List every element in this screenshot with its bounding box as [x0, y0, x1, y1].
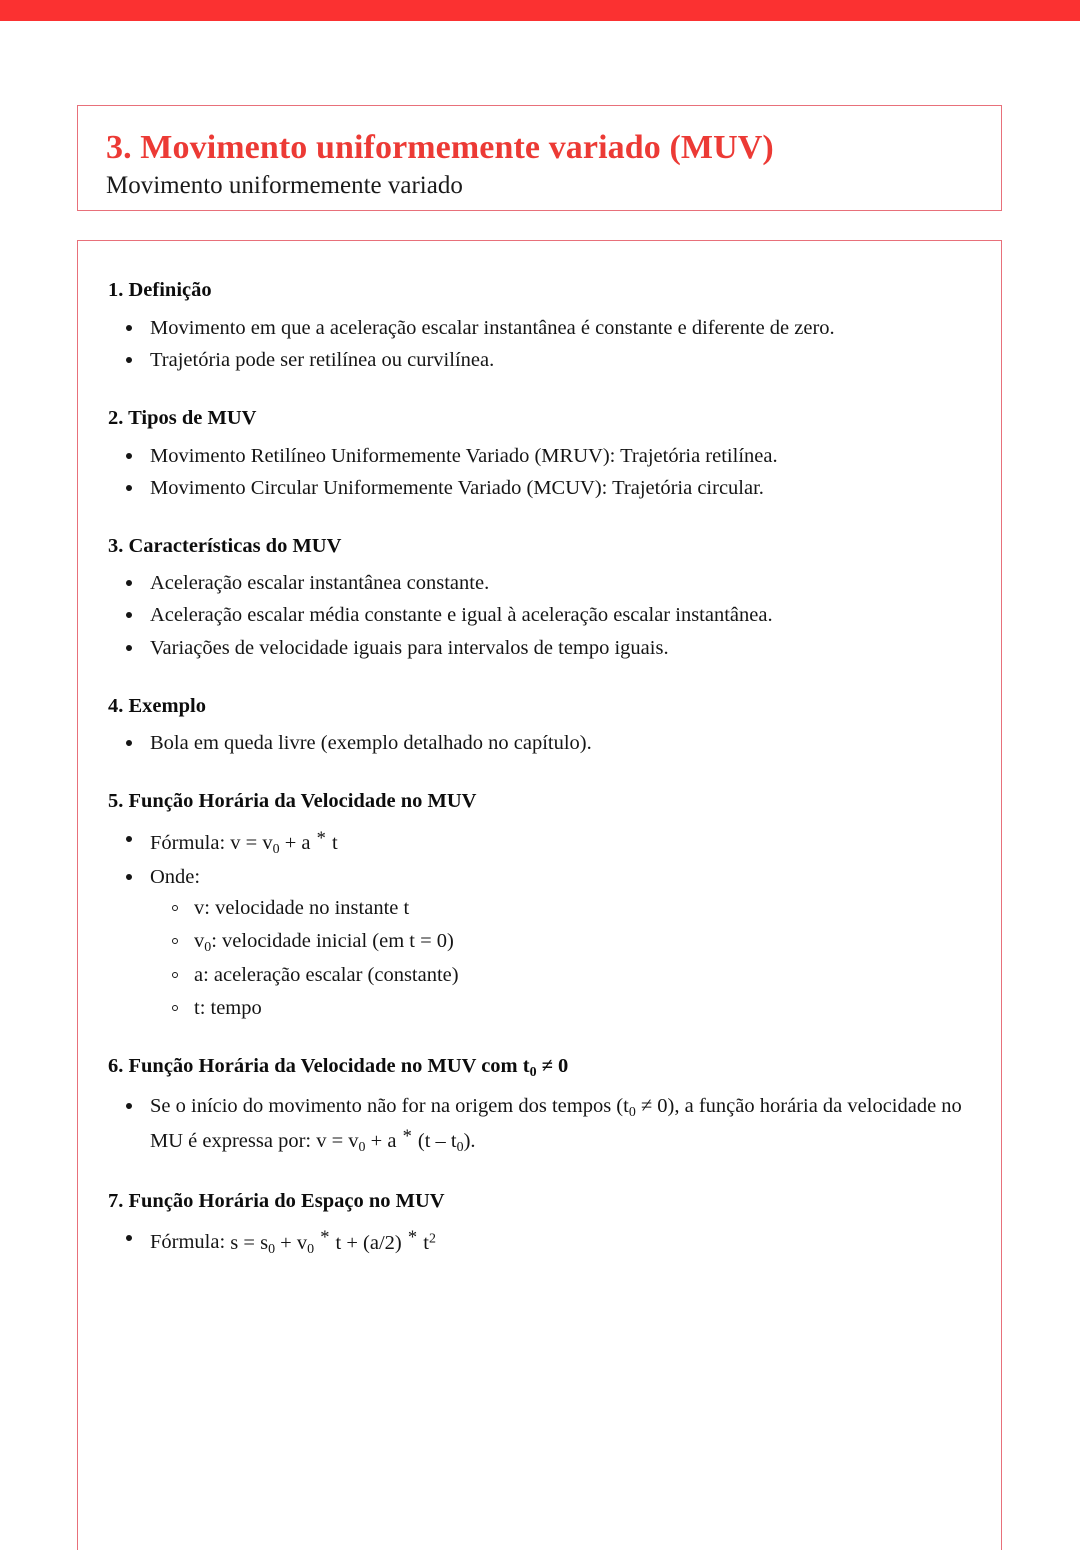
- section-heading: 7. Função Horária do Espaço no MUV: [108, 1189, 445, 1212]
- velocity-formula: $v = v_0 + a * t$: [230, 828, 338, 858]
- sub-list-item: a: aceleração escalar (constante): [150, 961, 965, 991]
- section-heading: 4. Exemplo: [108, 694, 206, 717]
- section-heading: 2. Tipos de MUV: [108, 406, 257, 429]
- section-exemplo: [108, 693, 965, 759]
- section-funcao-horaria-espaco: [108, 1188, 965, 1259]
- list-item-formula: [108, 825, 965, 860]
- bullet-list: [108, 569, 965, 662]
- sub-list-item: $v_0$: velocidade inicial (em t = 0): [150, 927, 965, 958]
- page-title: 3. Movimento uniformemente variado (MUV): [106, 129, 774, 166]
- list-item: Se o início do movimento não for na origem dos tempos $(t_0 \ne 0)$, a função horária da velocidade no MU é expressa por: $v = v_0 + a * (t - t_0)$.: [108, 1092, 965, 1158]
- bullet-list: [108, 1092, 965, 1158]
- section-heading: 1. Definição: [108, 279, 212, 301]
- bullet-list: [108, 729, 965, 758]
- where-label: Onde:: [150, 865, 201, 888]
- top-accent-bar: [0, 0, 1080, 21]
- list-item: Trajetória pode ser retilínea ou curvilínea.: [108, 346, 965, 375]
- page-subtitle: Movimento uniformemente variado: [106, 172, 463, 200]
- section-funcao-horaria-velocidade-t0: [108, 1053, 965, 1158]
- section-heading: 5. Função Horária da Velocidade no MUV: [108, 790, 477, 813]
- bullet-list: [108, 442, 965, 503]
- list-item-where: [108, 863, 965, 1023]
- document-header-card: [77, 105, 1002, 211]
- section-funcao-horaria-velocidade: [108, 788, 965, 1023]
- sub-bullet-list: [150, 894, 965, 1023]
- list-item: Variações de velocidade iguais para intervalos de tempo iguais.: [108, 634, 965, 663]
- section-caracteristicas: [108, 533, 965, 663]
- formula-label: Fórmula:: [150, 1231, 226, 1254]
- list-item: Movimento Circular Uniformemente Variado (MCUV): Trajetória circular.: [108, 474, 965, 503]
- section-heading: 6. Função Horária da Velocidade no MUV com $t_0 \ne 0$: [108, 1055, 569, 1081]
- document-content-card: [77, 240, 1002, 1550]
- list-item: Aceleração escalar instantânea constante.: [108, 569, 965, 598]
- list-item-formula: [108, 1224, 965, 1259]
- list-item: Bola em queda livre (exemplo detalhado no capítulo).: [108, 729, 965, 758]
- section-tipos-de-muv: [108, 405, 965, 503]
- space-formula: $s = s_0 + v_0 * t + (a/2) * t^2$: [230, 1227, 436, 1257]
- bullet-list: [108, 1224, 965, 1259]
- sub-list-item: t: tempo: [150, 994, 965, 1024]
- list-item: Movimento Retilíneo Uniformemente Variado (MRUV): Trajetória retilínea.: [108, 442, 965, 471]
- bullet-list: [108, 314, 965, 375]
- bullet-list: [108, 825, 965, 1023]
- list-item: Movimento em que a aceleração escalar instantânea é constante e diferente de zero.: [108, 314, 965, 343]
- sub-list-item: v: velocidade no instante t: [150, 894, 965, 924]
- section-definicao: [108, 277, 965, 375]
- section-heading: 3. Características do MUV: [108, 534, 342, 557]
- formula-label: Fórmula:: [150, 832, 226, 855]
- list-item: Aceleração escalar média constante e igual à aceleração escalar instantânea.: [108, 601, 965, 630]
